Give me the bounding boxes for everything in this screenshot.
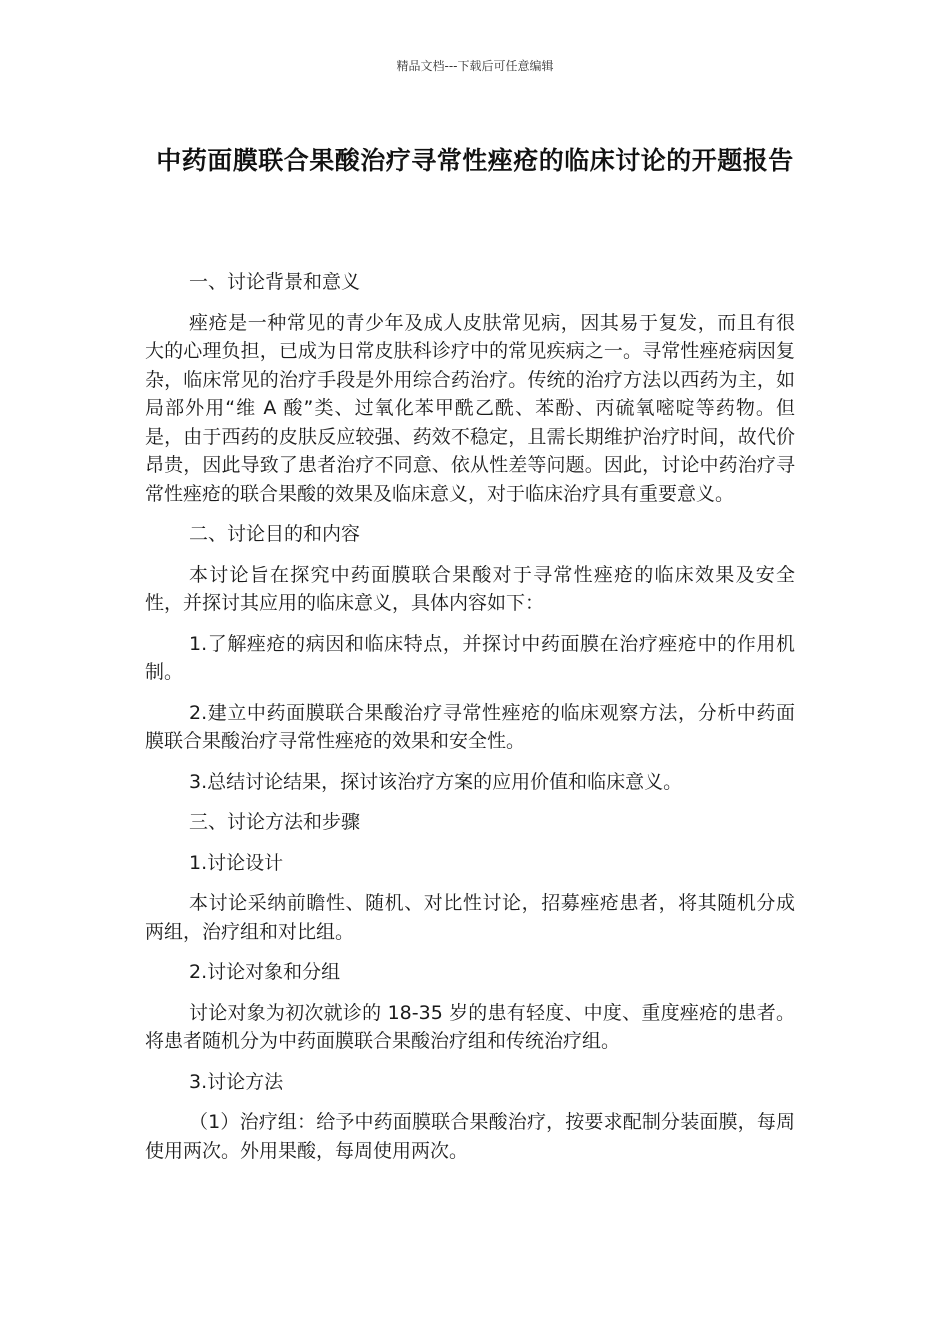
- paragraph-design: 本讨论采纳前瞻性、随机、对比性讨论，招募痤疮患者，将其随机分成两组，治疗组和对比组。: [145, 892, 795, 943]
- paragraph-treatment-group: （1）治疗组：给予中药面膜联合果酸治疗，按要求配制分装面膜，每周使用两次。外用果酸，每周使用两次。: [145, 1111, 795, 1162]
- header-note: 精品文档---下载后可任意编辑: [396, 59, 554, 73]
- subheading-subjects: 2.讨论对象和分组: [189, 961, 341, 983]
- list-item-1: 1.了解痤疮的病因和临床特点，并探讨中药面膜在治疗痤疮中的作用机制。: [145, 632, 795, 683]
- document-title: 中药面膜联合果酸治疗寻常性痤疮的临床讨论的开题报告: [156, 146, 794, 175]
- list-item-2: 2.建立中药面膜联合果酸治疗寻常性痤疮的临床观察方法，分析中药面膜联合果酸治疗寻常性痤疮的效果和安全性。: [145, 701, 795, 752]
- paragraph-background: 痤疮是一种常见的青少年及成人皮肤常见病，因其易于复发，而且有很大的心理负担，已成为日常皮肤科诊疗中的常见疾病之一。寻常性痤疮病因复杂，临床常见的治疗手段是外用综合药治疗。传统的治疗方法以西药为主，如局部外用“维 A 酸”类、过氧化苯甲酰乙酰、苯酚、丙硫氧嘧啶等药物。但是，由于西药的皮肤反应较强、药效不稳定，且需长期维护治疗时间，故代价昂贵，因此导致了患者治疗不同意、依从性差等问题。因此，讨论中药治疗寻常性痤疮的联合果酸的效果及临床意义，对于临床治疗具有重要意义。: [145, 311, 795, 505]
- section-heading-2: 二、讨论目的和内容: [189, 523, 361, 545]
- document-body: [145, 268, 795, 1165]
- subheading-design: 1.讨论设计: [189, 851, 284, 874]
- section-heading-3: 三、讨论方法和步骤: [189, 811, 361, 833]
- paragraph-purpose: 本讨论旨在探究中药面膜联合果酸对于寻常性痤疮的临床效果及安全性，并探讨其应用的临床意义，具体内容如下：: [145, 563, 795, 614]
- section-heading-1: 一、讨论背景和意义: [189, 271, 361, 293]
- list-item-3: 3.总结讨论结果，探讨该治疗方案的应用价值和临床意义。: [189, 770, 683, 793]
- paragraph-subjects: 讨论对象为初次就诊的 18-35 岁的患有轻度、中度、重度痤疮的患者。将患者随机分为中药面膜联合果酸治疗组和传统治疗组。: [145, 1001, 795, 1052]
- subheading-methods: 3.讨论方法: [189, 1070, 284, 1093]
